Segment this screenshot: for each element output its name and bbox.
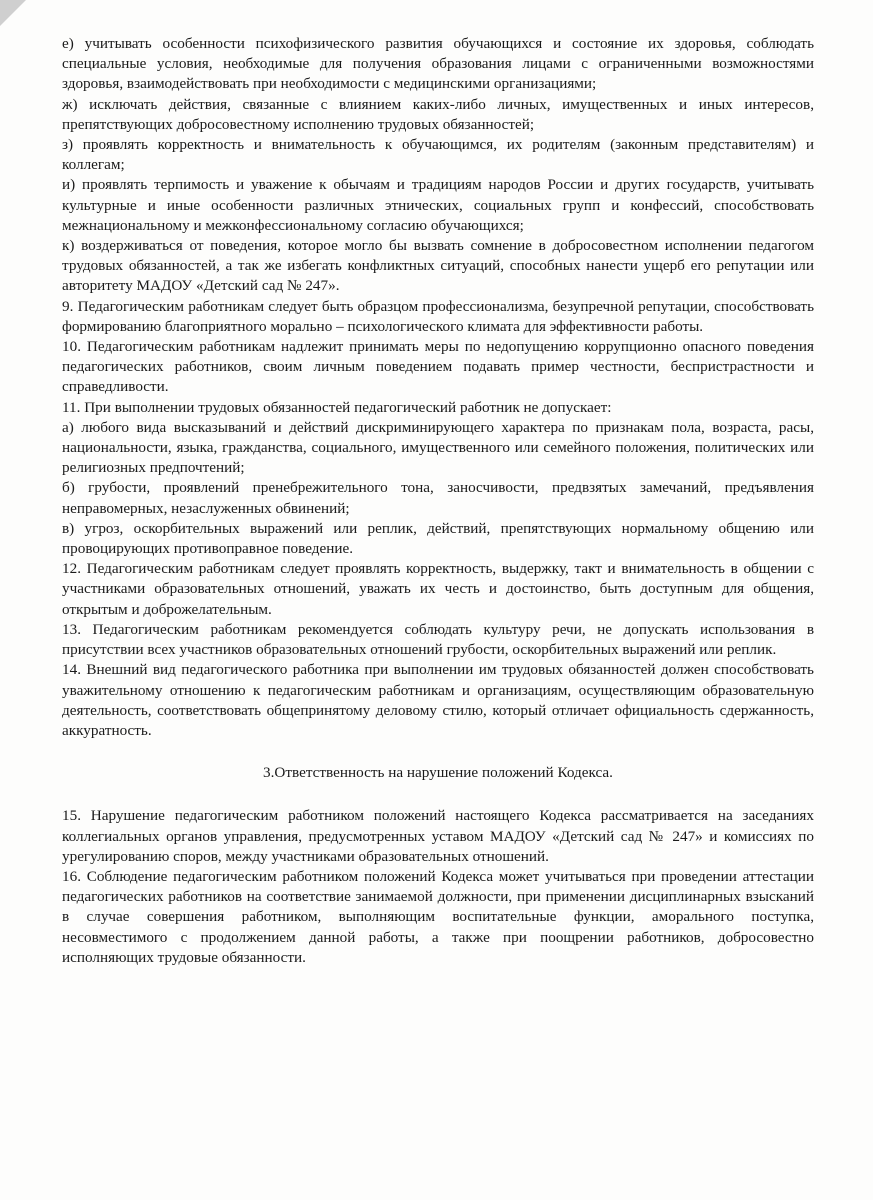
section-heading: 3.Ответственность на нарушение положений Кодекса. bbox=[263, 764, 613, 782]
paragraph-item-k: к) воздерживаться от поведения, которое могло бы вызвать сомнение в добросовестном исполнении педагогом трудовых обязанностей, а так же избегать конфликтных ситуаций, способных нанести ущерб его репутации или авторитету МАДОУ «Детский сад № 247». bbox=[62, 237, 814, 295]
paragraph-9: 9. Педагогическим работникам следует быть образцом профессионализма, безупречной репутации, способствовать формированию благоприятного морально – психологического климата для эффективности работы. bbox=[62, 297, 814, 335]
paragraph-10: 10. Педагогическим работникам надлежит принимать меры по недопущению коррупционно опасного поведения педагогических работников, своим личным поведением подавать пример честности, беспристрастности и справедливости. bbox=[62, 338, 814, 396]
paragraph-16: 16. Соблюдение педагогическим работником положений Кодекса может учитываться при проведении аттестации педагогических работников на соответствие занимаемой должности, при применении дисциплинарных взысканий в случае совершения работником, выполняющим воспитательные функции, аморального поступка, несовместимого с продолжением данной работы, а также при поощрении работников, добросовестно исполняющих трудовые обязанности. bbox=[62, 867, 814, 966]
paragraph-14: 14. Внешний вид педагогического работника при выполнении им трудовых обязанностей должен способствовать уважительному отношению к педагогическим работникам и организациям, осуществляющим образовательную деятельность, соответствовать общепринятому деловому стилю, который отличает официальность сдержанность, аккуратность. bbox=[62, 661, 814, 739]
paragraph-11-b: б) грубости, проявлений пренебрежительного тона, заносчивости, предвзятых замечаний, предъявления неправомерных, незаслуженных обвинений; bbox=[62, 479, 814, 517]
paragraph-item-zh: ж) исключать действия, связанные с влиянием каких-либо личных, имущественных и иных интересов, препятствующих добросовестному исполнению трудовых обязанностей; bbox=[62, 95, 814, 133]
paragraph-11-v: в) угроз, оскорбительных выражений или реплик, действий, препятствующих нормальному общению или провоцирующих противоправное поведение. bbox=[62, 519, 814, 558]
paragraph-15: 15. Нарушение педагогическим работником положений настоящего Кодекса рассматривается на заседаниях коллегиальных органов управления, предусмотренных уставом МАДОУ «Детский сад № 247» и комиссиях по урегулированию споров, между участниками образовательных отношений. bbox=[62, 807, 814, 865]
document-body bbox=[62, 34, 814, 968]
paragraph-11-a: а) любого вида высказываний и действий дискриминирующего характера по признакам пола, возраста, расы, национальности, языка, гражданства, социального, имущественного или семейного положения, политических или религиозных предпочтений; bbox=[62, 418, 814, 477]
folded-corner bbox=[0, 0, 26, 26]
paragraph-item-e: е) учитывать особенности психофизического развития обучающихся и состояние их здоровья, соблюдать специальные условия, необходимые для получения образования лицами с ограниченными возможностями здоровья, взаимодействовать при необходимости с медицинскими организациями; bbox=[62, 35, 814, 93]
paragraph-13: 13. Педагогическим работникам рекомендуется соблюдать культуру речи, не допускать использования в присутствии всех участников образовательных отношений грубости, оскорбительных выражений или реплик. bbox=[62, 620, 814, 659]
paragraph-12: 12. Педагогическим работникам следует проявлять корректность, выдержку, такт и внимательность в общении с участниками образовательных отношений, уважать их честь и достоинство, быть доступным для общения, открытым и доброжелательным. bbox=[62, 560, 814, 618]
paragraph-item-i: и) проявлять терпимость и уважение к обычаям и традициям народов России и других государств, учитывать культурные и иные особенности различных этнических, социальных групп и конфессий, способствовать межнациональному и межконфессиональному согласию обучающихся; bbox=[62, 176, 814, 234]
paragraph-item-z: з) проявлять корректность и внимательность к обучающимся, их родителям (законным представителям) и коллегам; bbox=[62, 136, 814, 174]
paragraph-11: 11. При выполнении трудовых обязанностей педагогический работник не допускает: bbox=[62, 398, 612, 416]
